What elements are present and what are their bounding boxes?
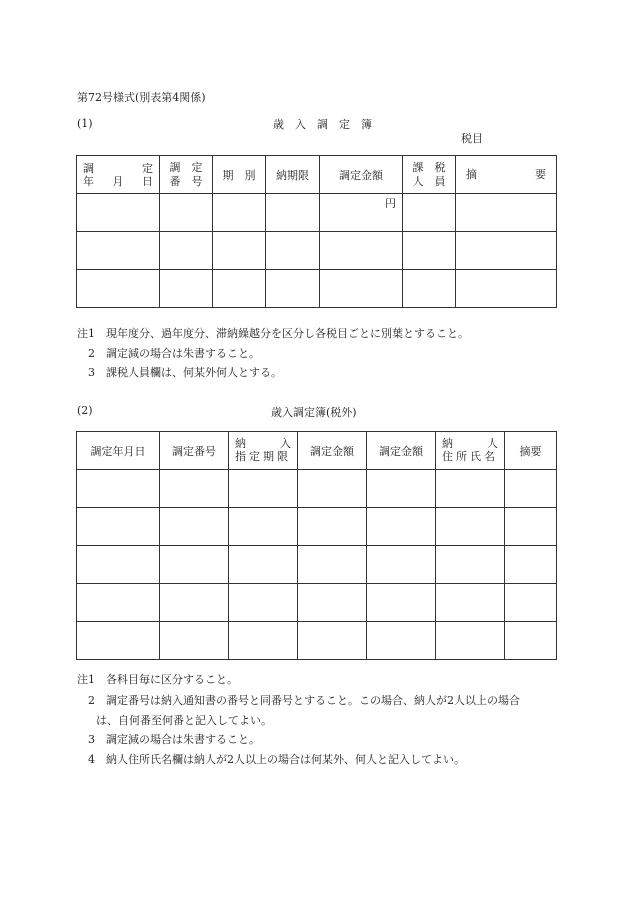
form-title: 第72号様式(別表第4関係) [77, 91, 206, 104]
table-cell [160, 470, 229, 508]
header-deadline-top-left: 納 [235, 437, 246, 450]
table-cell [436, 622, 505, 660]
table-cell [229, 508, 298, 546]
table-cell [505, 584, 557, 622]
header-number-line1: 調 定 [169, 160, 203, 174]
header-remarks-right: 要 [535, 168, 546, 181]
table-cell [505, 470, 557, 508]
table-cell [403, 232, 456, 270]
table-cell [229, 584, 298, 622]
table-cell [320, 232, 403, 270]
table-cell [298, 546, 367, 584]
table-cell [298, 622, 367, 660]
header-date-day: 日 [142, 174, 153, 188]
ledger-table-1 [76, 155, 557, 308]
table-cell [436, 470, 505, 508]
section2-note-4: 4 納人住所氏名欄は納人が2人以上の場合は何某外、何人と記入してよい。 [88, 753, 465, 766]
table-cell [367, 622, 436, 660]
table-cell [229, 546, 298, 584]
table-row [77, 622, 557, 660]
table-cell [298, 508, 367, 546]
section1-subtitle: 税目 [461, 132, 483, 145]
table-cell [160, 270, 213, 308]
table-cell [213, 194, 266, 232]
table-cell [456, 270, 557, 308]
header-payer-bottom: 住所氏名 [442, 450, 498, 463]
header-adjust-date [77, 156, 160, 194]
table-cell [298, 584, 367, 622]
table1-header-row [77, 156, 557, 194]
table-cell [213, 270, 266, 308]
header-deadline: 納期限 [266, 156, 320, 194]
header-adjust-number [160, 156, 213, 194]
header-deadline-bottom: 指定期限 [235, 450, 291, 463]
header-adjust-number: 調定番号 [160, 432, 229, 470]
table-cell [160, 508, 229, 546]
header-remarks-left: 摘 [466, 168, 477, 181]
table-cell [77, 270, 160, 308]
section2-title: 歳入調定簿(税外) [271, 406, 357, 419]
table-row [77, 270, 557, 308]
currency-unit: 円 [385, 197, 396, 210]
header-date-month: 月 [112, 174, 124, 188]
table-cell [77, 508, 160, 546]
section2-note-2: 2 調定番号は納入通知書の番号と同番号とすること。この場合、納人が2人以上の場合 [88, 694, 520, 707]
table-cell [320, 194, 403, 232]
table-cell [213, 232, 266, 270]
section2-note-2-cont: は、自何番至何番と記入してよい。 [96, 714, 272, 727]
table-row [77, 584, 557, 622]
table-cell [229, 622, 298, 660]
header-amount-2: 調定金額 [367, 432, 436, 470]
header-amount: 調定金額 [320, 156, 403, 194]
table-cell [367, 546, 436, 584]
table-cell [266, 194, 320, 232]
section2-number: (2) [77, 404, 93, 417]
header-staff-line2: 人 員 [412, 174, 446, 188]
table-cell [266, 270, 320, 308]
table-cell [77, 546, 160, 584]
table-cell [403, 270, 456, 308]
header-payment-deadline [229, 432, 298, 470]
section1-note-1: 注1 現年度分、過年度分、滞納繰越分を区分し各税目ごとに別葉とすること。 [77, 327, 469, 340]
header-deadline-top-right: 入 [280, 437, 291, 450]
table-cell [505, 546, 557, 584]
section1-title: 歳 入 調 定 簿 [273, 118, 372, 131]
table-cell [77, 584, 160, 622]
header-payer-top-right: 人 [487, 437, 498, 450]
section1-number: (1) [77, 117, 93, 130]
section1-note-2: 2 調定減の場合は朱書すること。 [88, 347, 260, 360]
table-cell [505, 508, 557, 546]
table-cell [436, 508, 505, 546]
table-row [77, 194, 557, 232]
table-cell [367, 584, 436, 622]
header-date-year: 年 [83, 174, 94, 188]
table-cell [505, 622, 557, 660]
header-remarks [456, 156, 557, 194]
table-cell [320, 270, 403, 308]
header-period: 期 別 [213, 156, 266, 194]
table-cell [77, 470, 160, 508]
header-remarks: 摘要 [505, 432, 557, 470]
section1-note-3: 3 課税人員欄は、何某外何人とする。 [88, 366, 282, 379]
table-cell [436, 546, 505, 584]
header-date-top-right: 定 [142, 161, 153, 175]
table-cell [436, 584, 505, 622]
table-cell [160, 546, 229, 584]
table-cell [77, 622, 160, 660]
table-cell [456, 232, 557, 270]
table-cell [266, 232, 320, 270]
header-payer [436, 432, 505, 470]
table-cell [403, 194, 456, 232]
table-cell [160, 584, 229, 622]
table-cell [77, 232, 160, 270]
header-payer-top-left: 納 [442, 437, 453, 450]
header-staff [403, 156, 456, 194]
table-cell [367, 508, 436, 546]
table-cell [160, 622, 229, 660]
table-cell [229, 470, 298, 508]
header-number-line2: 番 号 [169, 174, 203, 188]
header-staff-line1: 課 税 [412, 160, 446, 174]
header-adjust-date: 調定年月日 [77, 432, 160, 470]
table-cell [160, 194, 213, 232]
section2-note-3: 3 調定減の場合は朱書すること。 [88, 733, 260, 746]
ledger-table-2 [76, 431, 557, 660]
table2-header-row [77, 432, 557, 470]
header-amount-1: 調定金額 [298, 432, 367, 470]
table-cell [77, 194, 160, 232]
table-cell [367, 470, 436, 508]
table-row [77, 546, 557, 584]
table-cell [160, 232, 213, 270]
table-cell [298, 470, 367, 508]
table-row [77, 470, 557, 508]
table-row [77, 232, 557, 270]
section2-note-1: 注1 各科目毎に区分すること。 [77, 673, 238, 686]
header-date-top-left: 調 [83, 161, 94, 175]
table-row [77, 508, 557, 546]
table-cell [456, 194, 557, 232]
